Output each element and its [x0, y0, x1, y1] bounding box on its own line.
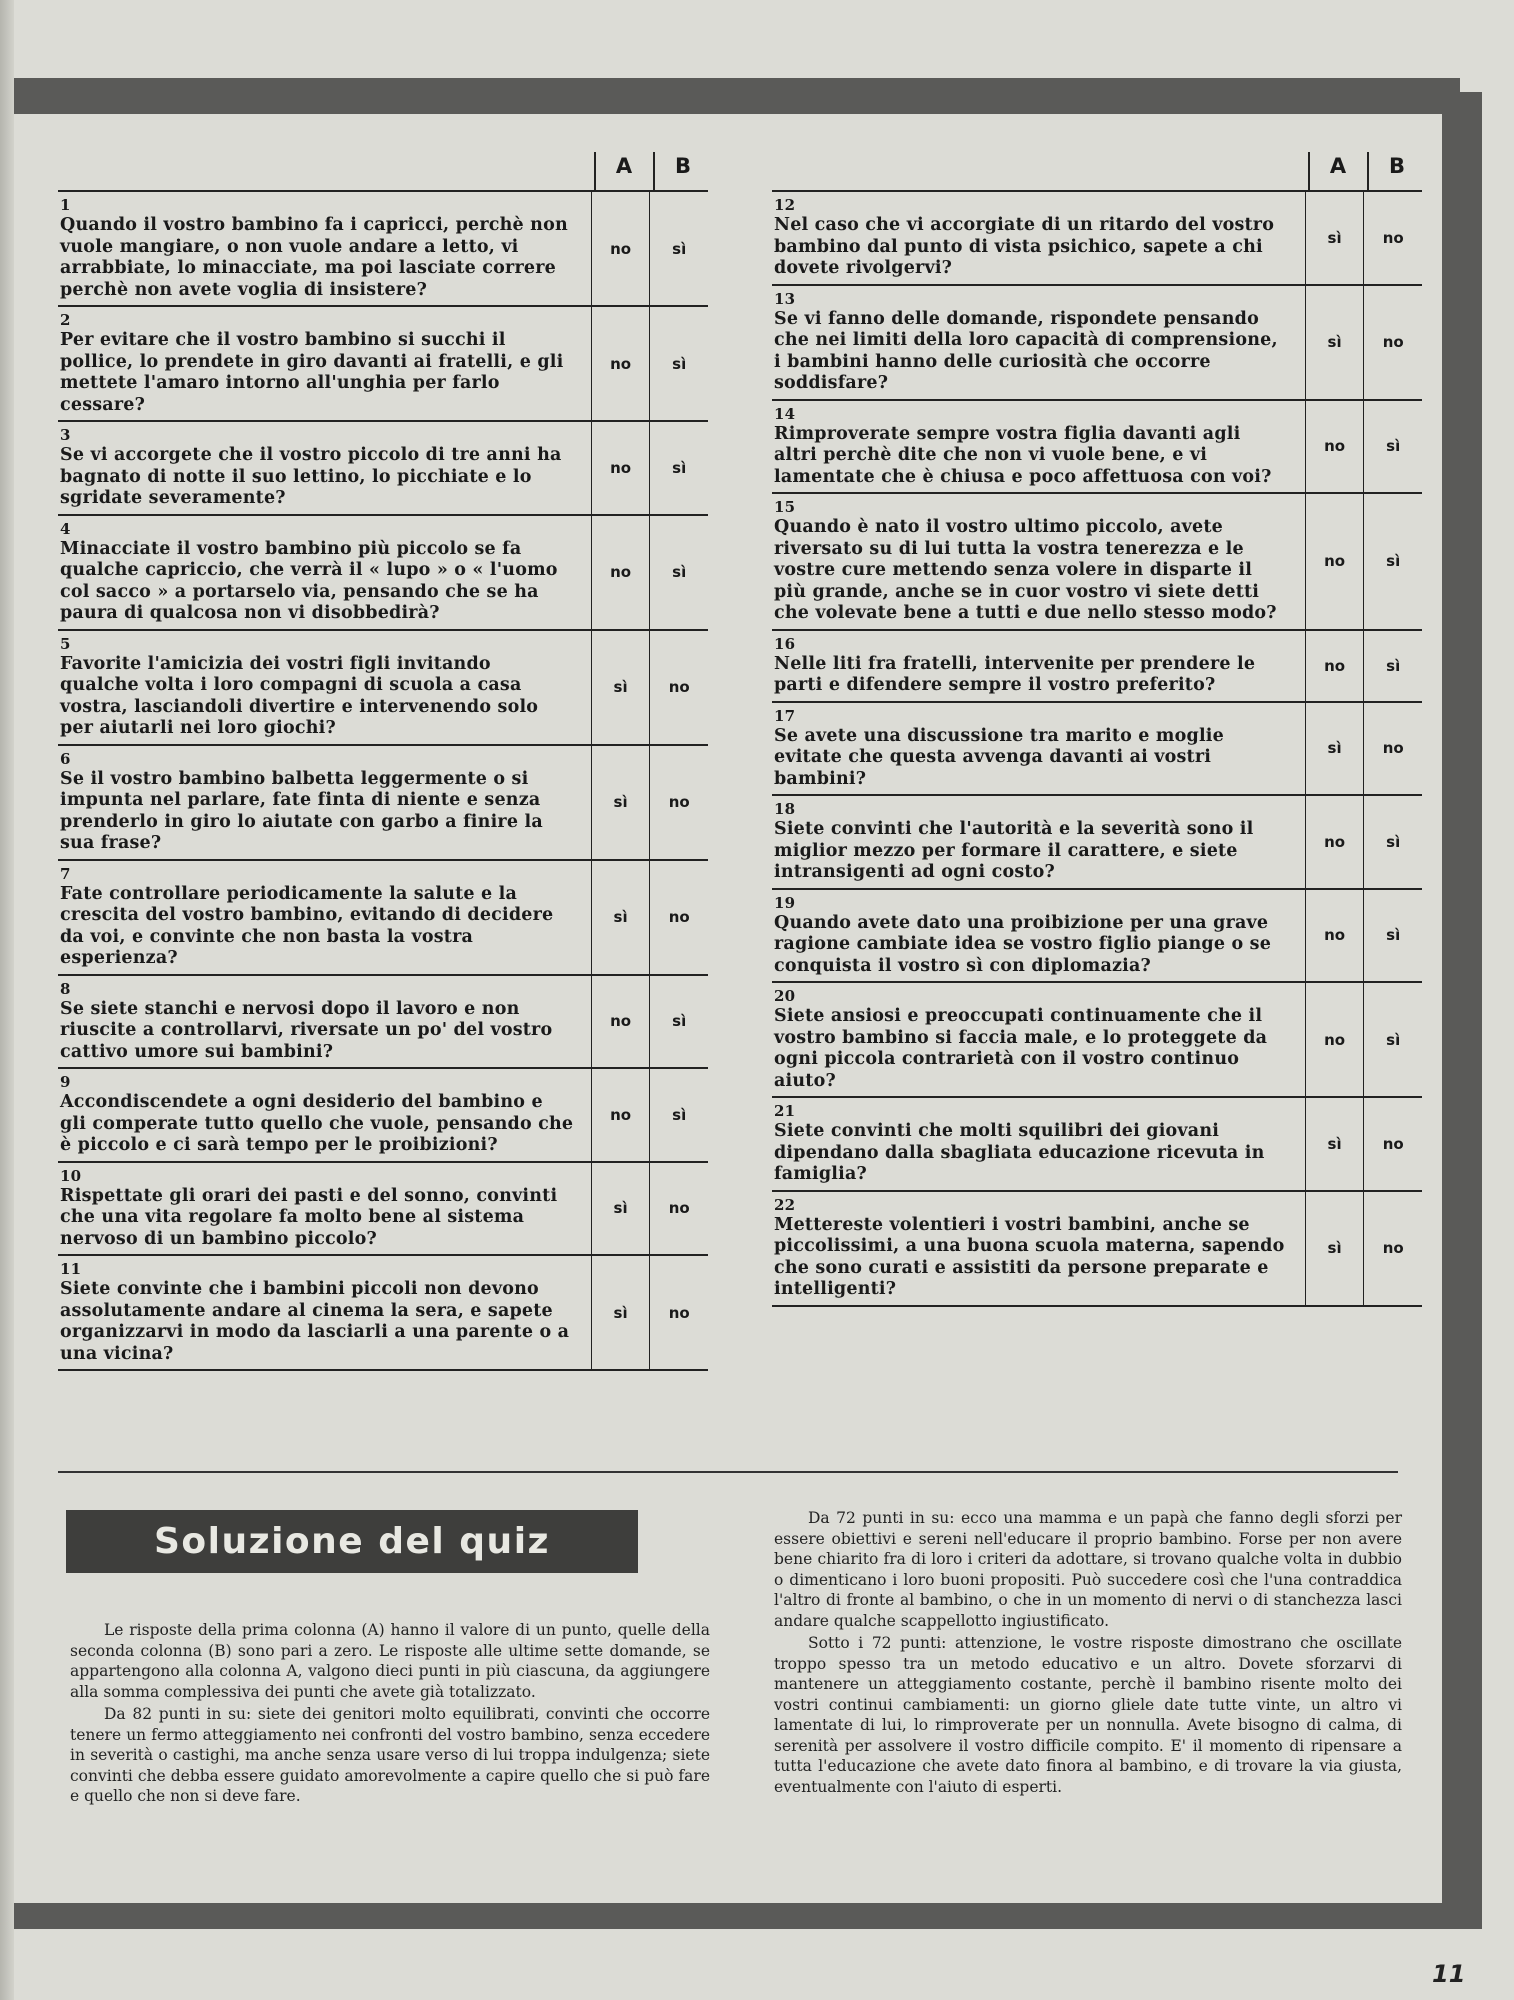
question-text: Rispettate gli orari dei pasti e del sonno, convinti che una vita regolare fa molto bene al sistema nervoso di un bambino piccolo? [60, 1185, 558, 1249]
answer-a: no [591, 976, 650, 1068]
answer-a: no [1305, 401, 1364, 493]
question-text: Se vi fanno delle domande, rispondete pensando che nei limiti della loro capacità di comprensione, i bambini hanno delle curiosità che occorre soddisfare? [774, 308, 1278, 393]
question-text-cell [772, 286, 1305, 399]
answer-b: sì [649, 1069, 708, 1161]
question-text: Per evitare che il vostro bambino si succhi il pollice, lo prendete in giro davanti ai fratelli, e gli mettete l'amaro intorno all'unghia per farlo cessare? [60, 330, 564, 415]
answer-b: sì [649, 976, 708, 1068]
question-text-cell [772, 494, 1305, 629]
question-number: 14 [774, 404, 796, 423]
answer-a: no [591, 422, 650, 514]
question-row [772, 890, 1422, 984]
answer-b: no [649, 631, 708, 744]
question-row [772, 1192, 1422, 1307]
question-text: Favorite l'amicizia dei vostri figli invitando qualche volta i loro compagni di scuola a casa vostra, lasciandoli divertire e intervenendo solo per aiutarli nei loro giochi? [60, 653, 539, 738]
answer-b: no [649, 746, 708, 859]
question-number: 18 [774, 800, 796, 818]
question-number: 1 [60, 196, 71, 214]
question-row [772, 703, 1422, 797]
question-text-cell [58, 746, 591, 859]
answer-b: no [1363, 1098, 1422, 1190]
question-text: Fate controllare periodicamente la salute e la crescita del vostro bambino, evitando di decidere da voi, e convinte che non basta la vostra esperienza? [60, 883, 554, 968]
header-a: A [1329, 154, 1347, 178]
header-a: A [615, 154, 633, 178]
question-text: Se siete stanchi e nervosi dopo il lavoro e non riuscite a controllarvi, riversate un po' del vostro cattivo umore sui bambini? [60, 998, 553, 1062]
question-text-cell [58, 1256, 591, 1369]
answer-b: sì [649, 516, 708, 629]
answer-b: sì [1363, 494, 1422, 629]
question-text-cell [58, 192, 591, 305]
question-number: 15 [774, 498, 796, 516]
question-number: 11 [60, 1260, 82, 1278]
question-row [58, 516, 708, 631]
question-number: 16 [774, 634, 796, 653]
question-text-cell [772, 983, 1305, 1096]
answer-a: no [1305, 796, 1364, 888]
answer-a: sì [591, 861, 650, 974]
solution-paragraph: Da 82 punti in su: siete dei genitori molto equilibrati, convinti che occorre tenere un fermo atteggiamento nei confronti del vostro bambino, senza eccedere in severità o castighi, ma anche senza usare verso di lui troppa indulgenza; siete convinti che debba essere guidato amorevolmente a capire quello che si può fare e quello che non si deve fare. [70, 1705, 710, 1805]
page-number: 11 [1432, 1960, 1466, 1988]
question-row [58, 422, 708, 516]
answer-b: no [649, 1163, 708, 1255]
question-number: 17 [774, 706, 796, 725]
question-text-cell [58, 307, 591, 420]
answer-a: no [1305, 983, 1364, 1096]
answer-a: no [591, 516, 650, 629]
answer-a: sì [1305, 286, 1364, 399]
answer-b: sì [1363, 401, 1422, 493]
bottom-border-bar [14, 1903, 1482, 1929]
question-list-left [58, 192, 708, 1371]
question-text-cell [58, 1069, 591, 1161]
question-text: Se avete una discussione tra marito e moglie evitate che questa avvenga davanti ai vostri bambini? [774, 725, 1224, 789]
answer-b: sì [1363, 983, 1422, 1096]
answer-a: sì [1305, 1098, 1364, 1190]
answer-b: sì [649, 422, 708, 514]
question-text-cell [772, 401, 1305, 493]
section-divider [58, 1471, 1398, 1473]
answer-a: no [1305, 631, 1364, 701]
question-row [58, 631, 708, 746]
answer-b: no [1363, 286, 1422, 399]
answer-b: no [1363, 1192, 1422, 1305]
question-row [58, 976, 708, 1070]
answer-a: no [591, 307, 650, 420]
solution-text-right [774, 1508, 1402, 1799]
question-row [772, 286, 1422, 401]
question-row [772, 494, 1422, 631]
question-number: 12 [774, 196, 796, 214]
question-text-cell [772, 1098, 1305, 1190]
question-number: 10 [60, 1166, 82, 1185]
question-text-cell [772, 890, 1305, 982]
header-b: B [674, 154, 691, 178]
question-text-cell [58, 516, 591, 629]
solution-paragraph: Da 72 punti in su: ecco una mamma e un papà che fanno degli sforzi per essere obiettivi e sereni nell'educare il proprio bambino. Forse per non avere bene chiarito fra di loro i criteri da adottare, si trovano qualche volta in dubbio o dimenticano i loro buoni propositi. Può succedere così che l'una contraddica l'altro di fronte al bambino, o che in un momento di nervi o di stanchezza lasci andare qualche scappellotto ingiustificato. [774, 1509, 1402, 1630]
question-number: 7 [60, 864, 71, 883]
question-text: Quando avete dato una proibizione per una grave ragione cambiate idea se vostro figlio piange o se conquista il vostro sì con diplomazia? [774, 912, 1272, 976]
question-text-cell [772, 192, 1305, 284]
answer-a: sì [1305, 192, 1364, 284]
question-text: Siete convinti che molti squilibri dei giovani dipendano dalla sbagliata educazione ricevuta in famiglia? [774, 1121, 1265, 1184]
question-text: Quando il vostro bambino fa i capricci, perchè non vuole mangiare, o non vuole andare a letto, vi arrabbiate, lo minacciate, ma poi lasciate correre perchè non avete voglia di insistere? [60, 215, 568, 300]
question-number: 22 [774, 1195, 796, 1214]
question-row [772, 983, 1422, 1098]
question-row [58, 192, 708, 307]
question-number: 6 [60, 749, 71, 768]
question-text: Accondiscendete a ogni desiderio del bambino e gli comperate tutto quello che vuole, pensando che è piccolo e ci sarà tempo per le proibizioni? [60, 1092, 574, 1155]
question-text: Siete convinte che i bambini piccoli non devono assolutamente andare al cinema la sera, e sapete organizzarvi in modo da lasciarli a una parente o a una vicina? [60, 1279, 570, 1364]
answer-a: sì [591, 746, 650, 859]
column-header [772, 152, 1422, 192]
answer-b: sì [649, 192, 708, 305]
question-row [772, 631, 1422, 703]
answer-b: sì [1363, 631, 1422, 701]
question-text: Nel caso che vi accorgiate di un ritardo del vostro bambino dal punto di vista psichico, sapete a chi dovete rivolgervi? [774, 215, 1275, 278]
question-number: 21 [774, 1102, 796, 1120]
answer-b: no [1363, 703, 1422, 795]
question-row [772, 1098, 1422, 1192]
question-row [58, 1163, 708, 1257]
solution-paragraph: Le risposte della prima colonna (A) hanno il valore di un punto, quelle della seconda colonna (B) sono pari a zero. Le risposte alle ultime sette domande, se appartengono alla colonna A, valgono dieci punti in più ciascuna, da aggiungere alla somma complessiva dei punti che avete già totalizzato. [70, 1621, 710, 1701]
question-number: 3 [60, 426, 71, 444]
question-row [772, 401, 1422, 495]
question-text-cell [772, 631, 1305, 701]
answer-a: no [1305, 494, 1364, 629]
question-text: Quando è nato il vostro ultimo piccolo, avete riversato su di lui tutta la vostra tenerezza e le vostre cure mettendo senza volere in disparte il più grande, anche se in cuor vostro vi siete detti che volevate bene a tutti e due nello stesso modo? [774, 517, 1277, 623]
answer-b: sì [1363, 890, 1422, 982]
question-text-cell [772, 1192, 1305, 1305]
question-row [58, 746, 708, 861]
question-text-cell [772, 796, 1305, 888]
question-number: 20 [774, 987, 796, 1005]
question-row [58, 1256, 708, 1371]
question-number: 19 [774, 893, 796, 912]
question-text-cell [58, 976, 591, 1068]
question-text: Siete ansiosi e preoccupati continuamente che il vostro bambino si faccia male, e lo proteggete da ogni piccola contrarietà con il vostro continuo aiuto? [774, 1006, 1268, 1091]
question-number: 8 [60, 979, 71, 998]
question-text: Nelle liti fra fratelli, intervenite per prendere le parti e difendere sempre il vostro preferito? [774, 653, 1256, 695]
question-text: Mettereste volentieri i vostri bambini, anche se piccolissimi, a una buona scuola materna, sapendo che sono curati e assistiti da persone preparate e intelligenti? [774, 1214, 1285, 1299]
answer-a: sì [1305, 703, 1364, 795]
question-number: 4 [60, 519, 71, 538]
answer-b: sì [1363, 796, 1422, 888]
answer-a: sì [591, 1256, 650, 1369]
answer-b: no [649, 1256, 708, 1369]
answer-a: no [1305, 890, 1364, 982]
answer-a: sì [1305, 1192, 1364, 1305]
question-row [58, 307, 708, 422]
question-number: 5 [60, 634, 71, 653]
question-row [58, 861, 708, 976]
question-row [772, 796, 1422, 890]
question-number: 13 [774, 289, 796, 308]
question-text-cell [58, 631, 591, 744]
right-border-bar [1442, 92, 1482, 1927]
question-text-cell [772, 703, 1305, 795]
question-text-cell [58, 861, 591, 974]
question-text: Rimproverate sempre vostra figlia davanti agli altri perchè dite che non vi vuole bene, e vi lamentate che è chiusa e poco affettuosa con voi? [774, 423, 1272, 487]
question-row [772, 192, 1422, 286]
answer-a: no [591, 1069, 650, 1161]
question-text-cell [58, 1163, 591, 1255]
solution-title: Soluzione del quiz [66, 1510, 638, 1573]
answer-a: sì [591, 631, 650, 744]
top-border-bar [14, 78, 1460, 114]
question-text: Se il vostro bambino balbetta leggermente o si impunta nel parlare, fate finta di niente e senza prenderlo in giro lo aiutate con garbo a finire la sua frase? [60, 768, 543, 853]
column-header [58, 152, 708, 192]
header-b: B [1388, 154, 1405, 178]
question-number: 9 [60, 1073, 71, 1091]
page-edge [0, 0, 14, 2000]
solution-text-left [70, 1620, 710, 1809]
answer-a: no [591, 192, 650, 305]
answer-b: sì [649, 307, 708, 420]
question-number: 2 [60, 311, 71, 329]
question-row [58, 1069, 708, 1163]
solution-paragraph: Sotto i 72 punti: attenzione, le vostre risposte dimostrano che oscillate troppo spesso tra un metodo educativo e un altro. Dovete sforzarvi di mantenere un atteggiamento costante, perchè il bambino risente molto dei vostri continui cambiamenti: un giorno gliele date tutte vinte, un altro vi lamentate di lui, lo rimproverate per un nonnulla. Avete bisogno di calma, di serenità per assolvere il vostro difficile compito. E' il momento di ripensare a tutta l'educazione che avete dato finora al bambino, e di trovare la via giusta, eventualmente con l'aiuto di esperti. [774, 1634, 1402, 1796]
question-text: Siete convinti che l'autorità e la severità sono il miglior mezzo per formare il carattere, e siete intransigenti ad ogni costo? [774, 819, 1254, 882]
answer-b: no [649, 861, 708, 974]
question-text-cell [58, 422, 591, 514]
question-text: Minacciate il vostro bambino più piccolo se fa qualche capriccio, che verrà il « lupo » o « l'uomo col sacco » a portarselo via, pensando che se ha paura di qualcosa non vi disobbedirà? [60, 538, 558, 623]
answer-b: no [1363, 192, 1422, 284]
question-text: Se vi accorgete che il vostro piccolo di tre anni ha bagnato di notte il suo lettino, lo picchiate e lo sgridate severamente? [60, 445, 562, 508]
question-list-right [772, 192, 1422, 1307]
answer-a: sì [591, 1163, 650, 1255]
